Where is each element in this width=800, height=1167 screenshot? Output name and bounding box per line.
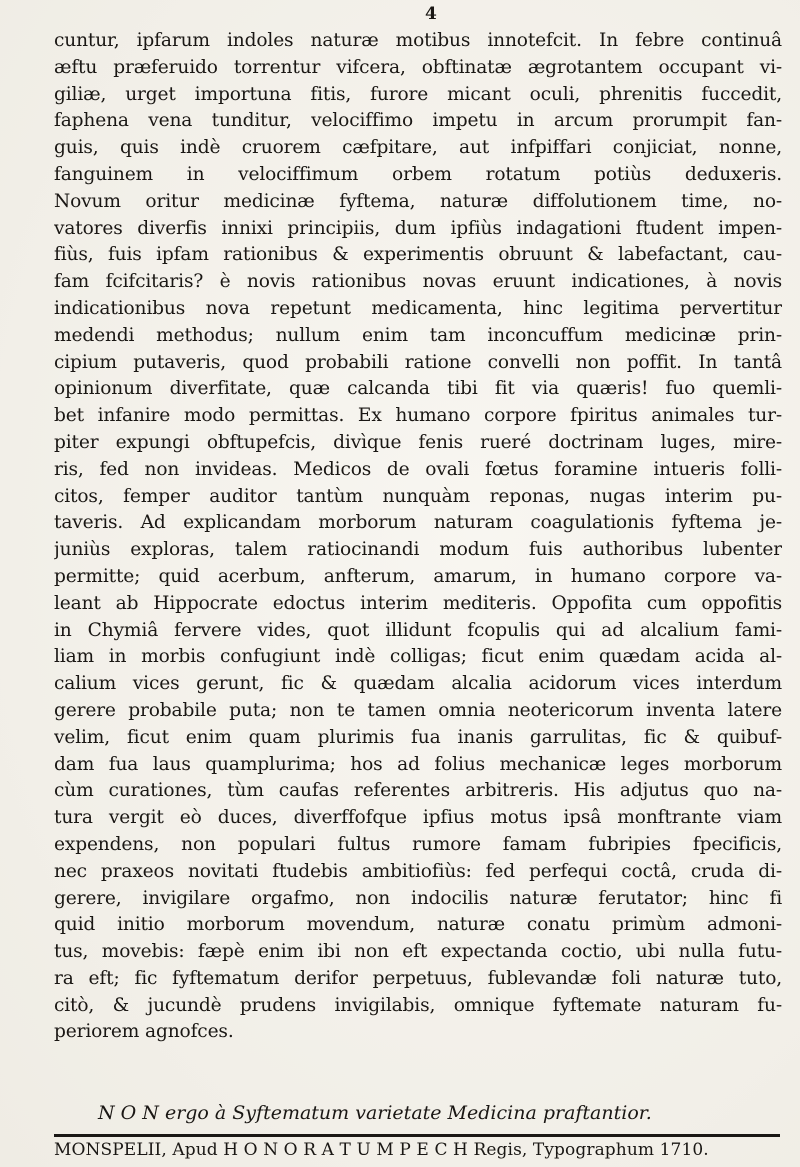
text-line: velim, ficut enim quam plurimis fua inanis garrulitas, fic & quibuf- [54, 726, 782, 748]
body-text [54, 28, 782, 1046]
text-line: permitte; quid acerbum, anfterum, amarum, in humano corpore va- [54, 565, 782, 587]
text-line: fanguinem in velociffimum orbem rotatum potiùs deduxeris. [54, 163, 782, 185]
text-line: giliæ, urget importuna fitis, furore micant oculi, phrenitis fuccedit, [54, 83, 782, 105]
text-line: ra eft; fic fyftematum derifor perpetuus, fublevandæ foli naturæ tuto, [54, 967, 782, 989]
conclusion-line: N O N ergo à Syftematum varietate Medicina praftantior. [98, 1102, 652, 1124]
text-line: in Chymiâ fervere vides, quot illidunt fcopulis qui ad alcalium fami- [54, 619, 782, 641]
text-line: quid initio morborum movendum, naturæ conatu primùm admoni- [54, 914, 782, 936]
text-line: faphena vena tunditur, velociffimo impetu in arcum prorumpit fan- [54, 110, 782, 132]
printer-imprint: MONSPELII, Apud H O N O R A T U M P E C H Regis, Typographum 1710. [54, 1140, 709, 1160]
text-line: vatores diverfis innixi principiis, dum ipfiùs indagationi ftudent impen- [54, 217, 782, 239]
text-line: gerere, invigilare orgafmo, non indocilis naturæ ferutator; hinc fi [54, 887, 782, 909]
text-line: citò, & jucundè prudens invigilabis, omnique fyftemate naturam fu- [54, 994, 782, 1016]
text-line: taveris. Ad explicandam morborum naturam coagulationis fyftema je- [54, 512, 782, 534]
text-line: dam fua laus quamplurima; hos ad folius mechanicæ leges morborum [54, 753, 782, 775]
text-line: cuntur, ipfarum indoles naturæ motibus innotefcit. In febre continuâ [54, 30, 782, 51]
footer-rule [54, 1134, 780, 1137]
text-line: guis, quis indè cruorem cæfpitare, aut infpiffari conjiciat, nonne, [54, 137, 782, 159]
text-line: æftu præferuido torrentur vifcera, obftinatæ ægrotantem occupant vi- [54, 56, 782, 78]
text-line: tus, movebis: fæpè enim ibi non eft expectanda coctio, ubi nulla futu- [54, 941, 782, 963]
text-line: liam in morbis confugiunt indè colligas; ficut enim quædam acida al- [54, 646, 782, 668]
text-line: leant ab Hippocrate edoctus interim mediteris. Oppofita cum oppofitis [54, 592, 782, 614]
text-line: opinionum diverfitate, quæ calcanda tibi fit via quæris! fuo quemli- [54, 378, 782, 400]
text-line: periorem agnofces. [54, 1021, 234, 1043]
text-line: cùm curationes, tùm caufas referentes arbitreris. His adjutus quo na- [54, 780, 782, 802]
text-line: ris, fed non invideas. Medicos de ovali fœtus foramine intueris folli- [54, 458, 782, 480]
text-line: cipium putaveris, quod probabili ratione convelli non poffit. In tantâ [54, 351, 782, 373]
text-line: tura vergit eò duces, diverffofque ipfius motus ipsâ monftrante viam [54, 807, 782, 829]
text-line: medendi methodus; nullum enim tam inconcuffum medicinæ prin- [54, 324, 782, 346]
text-line: expendens, non populari fultus rumore famam fubripies fpecificis, [54, 833, 782, 855]
text-line: fam fcifcitaris? è novis rationibus novas eruunt indicationes, à novis [54, 271, 782, 293]
text-line: piter expungi obftupefcis, divìque fenis rueré doctrinam luges, mire- [54, 431, 782, 453]
text-line: bet infanire modo permittas. Ex humano corpore fpiritus animales tur- [54, 405, 782, 427]
text-line: indicationibus nova repetunt medicamenta, hinc legitima pervertitur [54, 297, 782, 319]
text-line: citos, femper auditor tantùm nunquàm reponas, nugas interim pu- [54, 485, 782, 507]
text-line: calium vices gerunt, fic & quædam alcalia acidorum vices interdum [54, 673, 782, 695]
text-line: nec praxeos novitati ftudebis ambitiofiùs: fed perfequi coctâ, cruda di- [54, 860, 782, 882]
text-line: gerere probabile puta; non te tamen omnia neotericorum inventa latere [54, 699, 782, 721]
text-line: Novum oritur medicinæ fyftema, naturæ diffolutionem time, no- [54, 190, 782, 212]
text-line: juniùs exploras, talem ratiocinandi modum fuis authoribus lubenter [54, 539, 782, 561]
page-number: 4 [425, 4, 437, 24]
text-line: fiùs, fuis ipfam rationibus & experimentis obruunt & labefactant, cau- [54, 244, 782, 266]
